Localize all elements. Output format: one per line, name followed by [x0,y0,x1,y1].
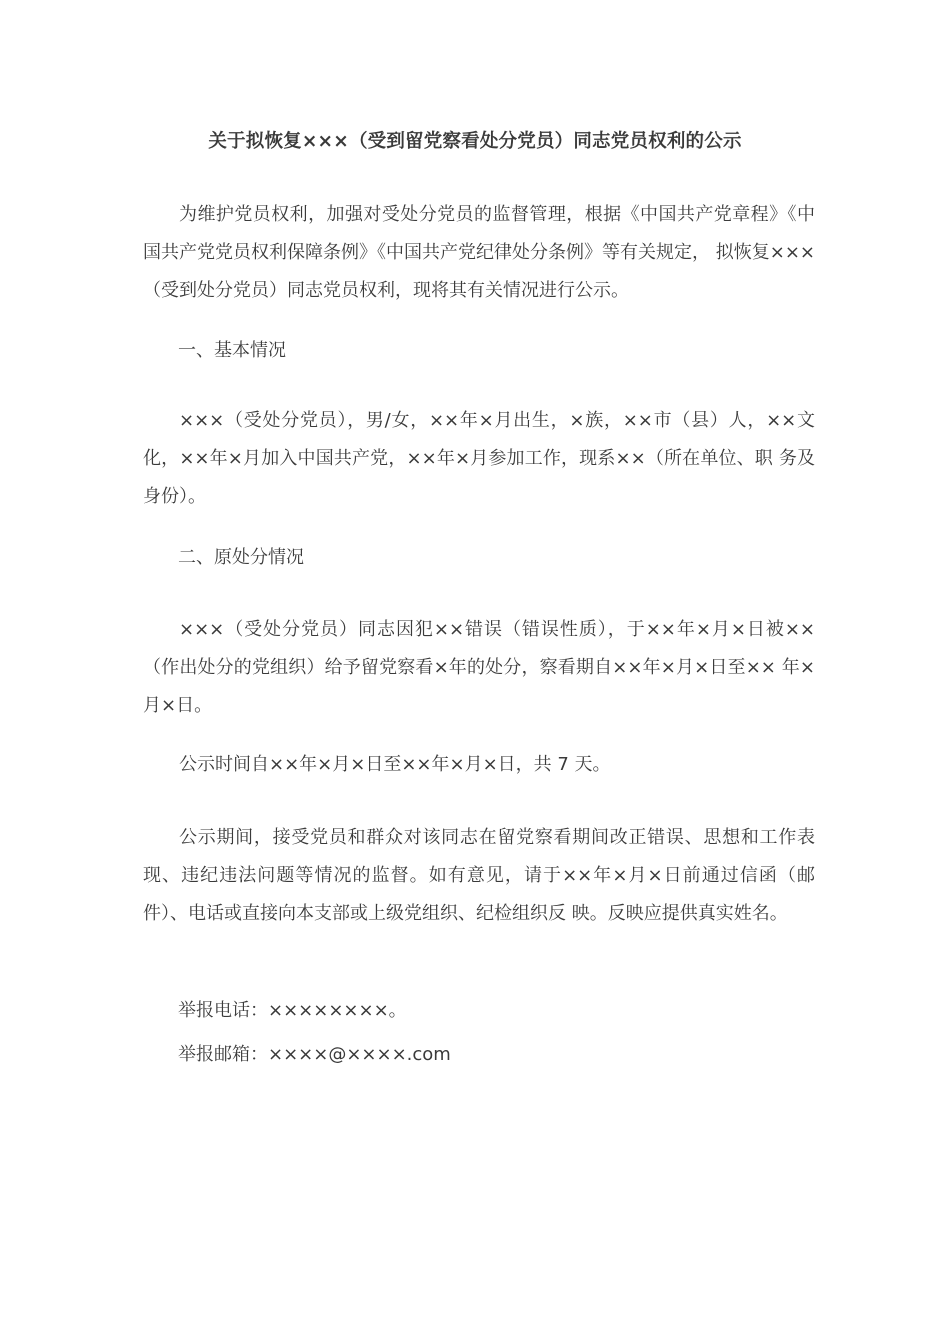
supervision-paragraph: 公示期间，接受党员和群众对该同志在留党察看期间改正错误、思想和工作表现、违纪违法问题等情况的监督。如有意见，请于××年×月×日前通过信函（邮件）、电话或直接向本支部或上级党组织、纪检组织反 映。反映应提供真实姓名。 [143,827,815,924]
publicity-period-paragraph: 公示时间自××年×月×日至××年×月×日，共 7 天。 [179,754,611,775]
section-heading-basic-info: 一、基本情况 [178,340,286,361]
document-title: 关于拟恢复×××（受到留党察看处分党员）同志党员权利的公示 [208,131,742,152]
section-heading-original-penalty: 二、原处分情况 [178,547,304,568]
intro-paragraph: 为维护党员权利，加强对受处分党员的监督管理，根据《中国共产党章程》《中国共产党党员权利保障条例》《中国共产党纪律处分条例》等有关规定， 拟恢复×××（受到处分党员）同志党员权利，现将其有关情况进行公示。 [143,204,815,301]
original-penalty-paragraph: ×××（受处分党员）同志因犯××错误（错误性质），于××年×月×日被×× （作出处分的党组织）给予留党察看×年的处分，察看期自××年×月×日至×× 年×月×日。 [143,619,815,716]
report-email: 举报邮箱：××××@××××.com [178,1044,451,1065]
report-phone: 举报电话：××××××××。 [178,1000,407,1021]
basic-info-paragraph: ×××（受处分党员），男/女，××年×月出生，×族，××市（县）人，××文化，××年×月加入中国共产党，××年×月参加工作，现系××（所在单位、职 务及身份）。 [143,410,815,507]
